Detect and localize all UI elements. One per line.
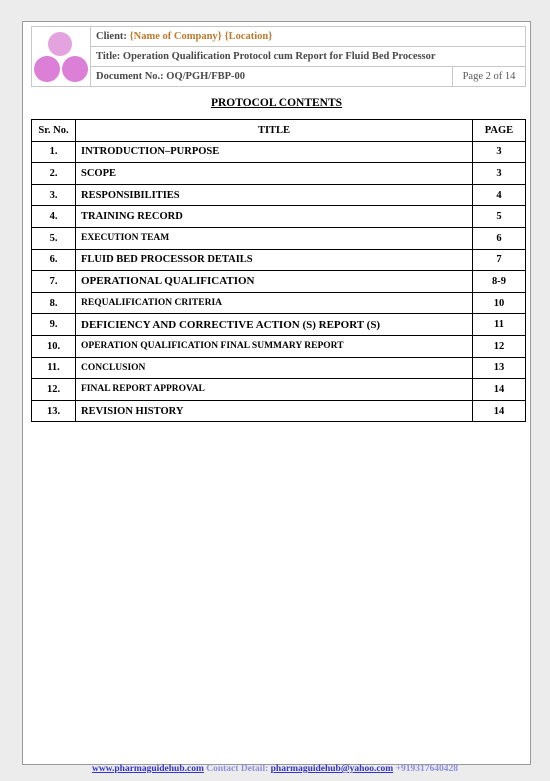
table-row (32, 379, 526, 401)
row-title: RESPONSIBILITIES (76, 184, 473, 206)
table-row (32, 141, 526, 163)
row-page: 11 (473, 314, 526, 336)
column-header-sr: Sr. No. (32, 120, 76, 142)
row-title: TRAINING RECORD (76, 206, 473, 228)
logo-circle-icon (48, 32, 72, 56)
row-page: 12 (473, 335, 526, 357)
row-page: 8-9 (473, 271, 526, 293)
row-title: SCOPE (76, 163, 473, 185)
contents-heading: PROTOCOL CONTENTS (210, 97, 343, 109)
row-title: FINAL REPORT APPROVAL (76, 379, 473, 401)
document-number: Document No.: OQ/PGH/FBP-00 (91, 67, 453, 87)
row-title: DEFICIENCY AND CORRECTIVE ACTION (S) REPORT (S) (76, 314, 473, 336)
row-sr: 9. (32, 314, 76, 336)
table-row (32, 271, 526, 293)
document-header (31, 26, 526, 87)
row-title: OPERATIONAL QUALIFICATION (76, 271, 473, 293)
row-page: 3 (473, 141, 526, 163)
phone-number: +919317640428 (395, 764, 459, 774)
logo-circle-icon (62, 56, 88, 82)
document-page (22, 21, 531, 765)
row-sr: 8. (32, 292, 76, 314)
table-row (32, 249, 526, 271)
row-title: CONCLUSION (76, 357, 473, 379)
document-title: Title: Operation Qualification Protocol cum Report for Fluid Bed Processor (91, 47, 526, 67)
table-row (32, 400, 526, 422)
table-row (32, 227, 526, 249)
row-page: 14 (473, 379, 526, 401)
contents-table (31, 119, 526, 422)
client-location: {Location} (224, 31, 273, 42)
row-title: REQUALIFICATION CRITERIA (76, 292, 473, 314)
row-page: 3 (473, 163, 526, 185)
row-sr: 3. (32, 184, 76, 206)
column-header-page: PAGE (473, 120, 526, 142)
table-row (32, 292, 526, 314)
client-name: {Name of Company} (129, 31, 222, 42)
row-page: 14 (473, 400, 526, 422)
client-line (91, 27, 526, 47)
row-sr: 1. (32, 141, 76, 163)
table-row (32, 357, 526, 379)
row-page: 7 (473, 249, 526, 271)
row-page: 6 (473, 227, 526, 249)
row-sr: 6. (32, 249, 76, 271)
company-logo (32, 27, 91, 87)
client-label: Client: (96, 31, 127, 42)
row-page: 10 (473, 292, 526, 314)
row-page: 5 (473, 206, 526, 228)
row-sr: 13. (32, 400, 76, 422)
row-title: INTRODUCTION–PURPOSE (76, 141, 473, 163)
website-link[interactable]: www.pharmaguidehub.com (91, 764, 204, 774)
row-title: EXECUTION TEAM (76, 227, 473, 249)
row-sr: 2. (32, 163, 76, 185)
page-footer (0, 764, 550, 774)
row-page: 4 (473, 184, 526, 206)
contact-label: Contact Detail: (206, 764, 269, 774)
page-number: Page 2 of 14 (453, 67, 526, 87)
table-row (32, 163, 526, 185)
table-row (32, 314, 526, 336)
row-sr: 7. (32, 271, 76, 293)
logo-circle-icon (34, 56, 60, 82)
row-sr: 12. (32, 379, 76, 401)
row-title: OPERATION QUALIFICATION FINAL SUMMARY REPORT (76, 335, 473, 357)
table-row (32, 206, 526, 228)
row-page: 13 (473, 357, 526, 379)
table-row (32, 184, 526, 206)
row-sr: 4. (32, 206, 76, 228)
row-sr: 10. (32, 335, 76, 357)
row-title: REVISION HISTORY (76, 400, 473, 422)
row-title: FLUID BED PROCESSOR DETAILS (76, 249, 473, 271)
table-row (32, 335, 526, 357)
email-link[interactable]: pharmaguidehub@yahoo.com (270, 764, 394, 774)
table-header-row (32, 120, 526, 142)
column-header-title: TITLE (76, 120, 473, 142)
row-sr: 5. (32, 227, 76, 249)
row-sr: 11. (32, 357, 76, 379)
